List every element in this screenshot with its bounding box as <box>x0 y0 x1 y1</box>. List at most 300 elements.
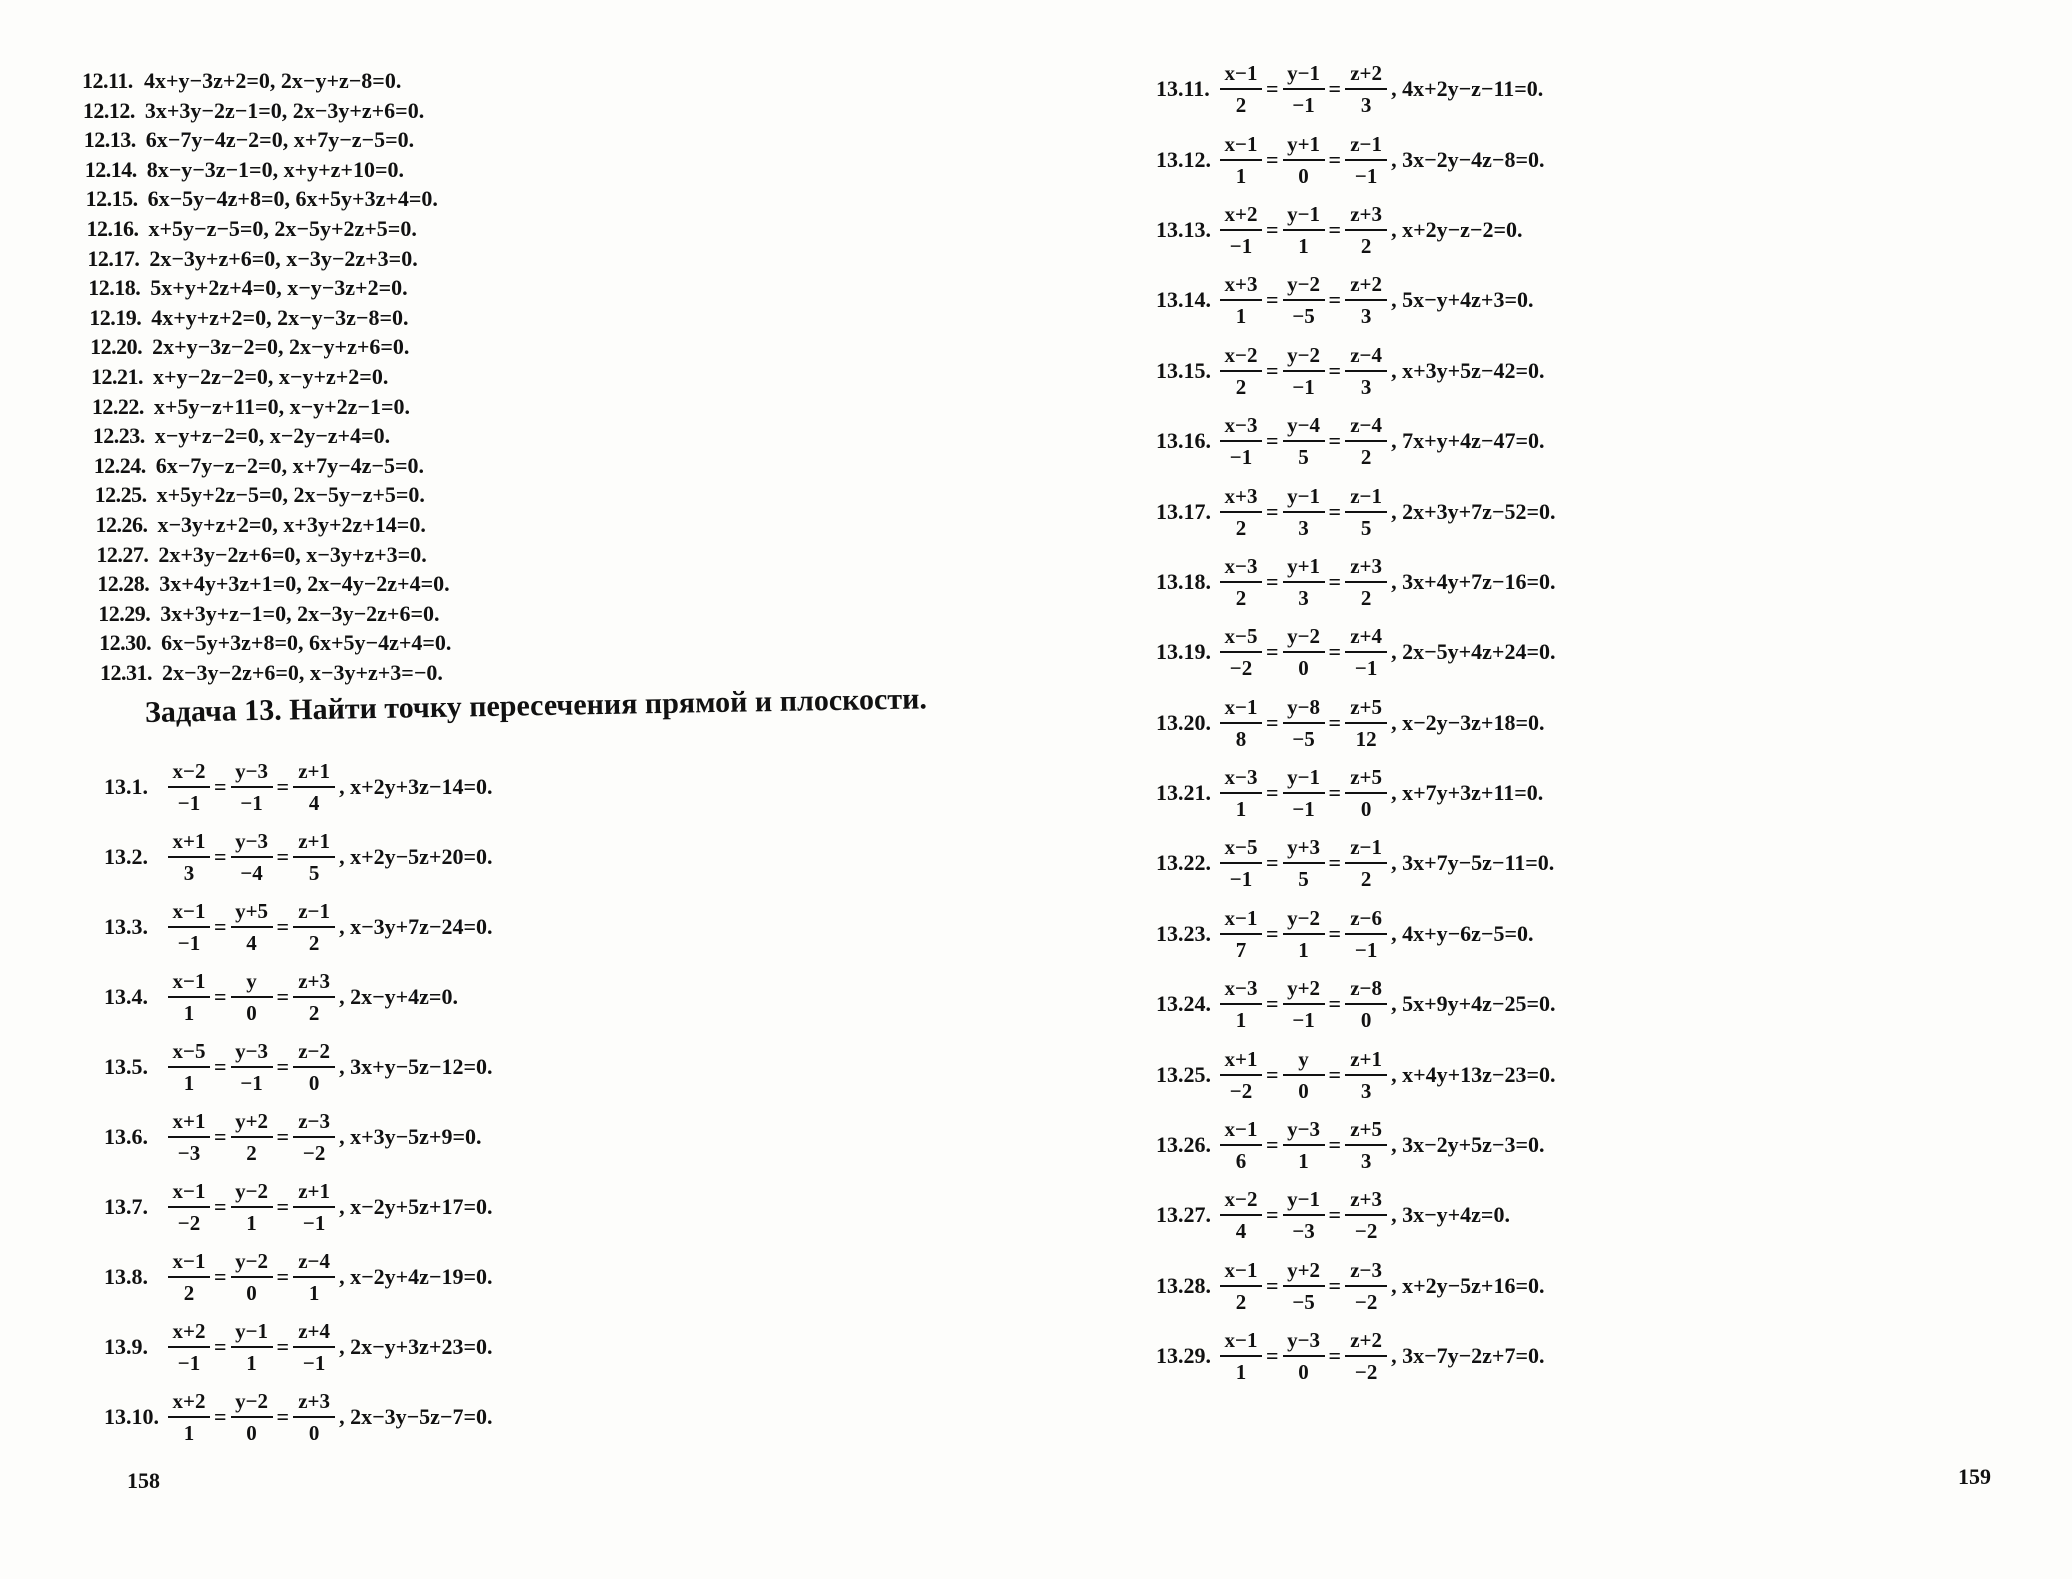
fraction-numerator: y+2 <box>1283 1255 1325 1287</box>
equals-sign: = <box>1328 850 1342 876</box>
fraction-denominator: −1 <box>302 1351 326 1375</box>
fraction-denominator: 12 <box>1355 726 1377 751</box>
fraction-denominator: 0 <box>1360 797 1372 822</box>
problem-row <box>104 892 493 962</box>
equals-sign: = <box>1328 498 1342 524</box>
fraction-denominator: 1 <box>183 1421 195 1445</box>
fraction-numerator: z+5 <box>1345 762 1387 794</box>
item-number: 12.24. <box>93 452 146 478</box>
fraction <box>1283 481 1325 543</box>
plane-equation: , x+2y−z−2=0. <box>1391 216 1523 242</box>
fraction-numerator: z+4 <box>293 1316 335 1348</box>
problem-number: 13.26. <box>1156 1132 1211 1158</box>
fraction-denominator: −1 <box>1354 163 1378 188</box>
problem-number: 13.27. <box>1156 1202 1211 1228</box>
item-equations: 5x+y+2z+4=0, x−y−3z+2=0. <box>150 275 408 301</box>
item-equations: x−3y+z+2=0, x+3y+2z+14=0. <box>157 511 426 537</box>
plane-equation: , 3x+y−5z−12=0. <box>339 1054 493 1079</box>
problem-number: 13.21. <box>1156 780 1211 806</box>
equals-sign: = <box>1266 920 1279 946</box>
fraction-numerator: y−3 <box>231 756 273 788</box>
task12-item <box>82 66 642 96</box>
fraction <box>293 896 335 958</box>
problem-number: 13.15. <box>1156 357 1211 383</box>
fraction-numerator: x−1 <box>1220 1114 1262 1146</box>
equals-sign: = <box>1266 287 1279 313</box>
plane-equation: , 3x−7y−2z+7=0. <box>1391 1343 1545 1369</box>
fraction-numerator: z+1 <box>293 1176 335 1208</box>
fraction <box>1220 692 1262 754</box>
equals-sign: = <box>276 914 290 939</box>
plane-equation: , x+2y−5z+16=0. <box>1391 1272 1545 1298</box>
problem-row <box>1156 336 1556 406</box>
problem-row <box>1156 195 1556 265</box>
equals-sign: = <box>1266 1132 1279 1158</box>
item-equations: 8x−y−3z−1=0, x+y+z+10=0. <box>146 156 405 182</box>
fraction-denominator: 3 <box>1298 585 1309 610</box>
plane-equation: , x−2y+5z+17=0. <box>339 1194 493 1219</box>
equals-sign: = <box>1266 1202 1279 1228</box>
item-number: 12.30. <box>99 630 152 656</box>
fraction-numerator: x−5 <box>168 1036 210 1068</box>
fraction-numerator: x−3 <box>1220 762 1262 794</box>
task12-item <box>83 96 642 126</box>
plane-equation: , 2x−y+3z+23=0. <box>339 1334 493 1359</box>
fraction <box>1283 551 1325 613</box>
fraction-numerator: z+3 <box>293 966 335 998</box>
fraction <box>1345 1044 1387 1106</box>
problem-row <box>104 822 493 892</box>
fraction-denominator: −1 <box>177 931 201 955</box>
fraction-denominator: 1 <box>183 1071 195 1095</box>
fraction-numerator: x+1 <box>168 826 210 858</box>
fraction <box>1220 1255 1262 1317</box>
equals-sign: = <box>1266 76 1279 102</box>
fraction-numerator: x−2 <box>168 756 210 788</box>
task12-item <box>92 392 642 422</box>
fraction <box>1283 762 1325 824</box>
fraction-numerator: y−3 <box>1283 1325 1325 1357</box>
fraction-numerator: z+2 <box>1345 269 1387 301</box>
fraction-denominator: −1 <box>1292 93 1315 118</box>
fraction-numerator: y+1 <box>1283 129 1325 161</box>
task12-item <box>84 125 642 155</box>
fraction-numerator: y−4 <box>1283 410 1325 442</box>
plane-equation: , x+2y−5z+20=0. <box>339 844 493 869</box>
equals-sign: = <box>276 844 290 869</box>
fraction <box>1220 199 1262 261</box>
fraction-denominator: 2 <box>1235 1289 1247 1314</box>
fraction-denominator: 2 <box>246 1141 257 1165</box>
fraction-denominator: 3 <box>1360 93 1372 118</box>
problem-row <box>1156 406 1556 476</box>
task12-item <box>86 184 642 214</box>
fraction-denominator: −3 <box>1292 1219 1315 1244</box>
task12-item <box>98 599 642 629</box>
task13-title: Задача 13. Найти точку пересечения прямой и плоскости. <box>144 682 928 729</box>
plane-equation: , x+4y+13z−23=0. <box>1391 1061 1556 1087</box>
fraction-denominator: 1 <box>1235 1008 1247 1033</box>
problem-number: 13.28. <box>1156 1272 1211 1298</box>
fraction <box>1345 762 1387 824</box>
fraction-denominator: −1 <box>1292 797 1315 822</box>
item-equations: 3x+3y−2z−1=0, 2x−3y+z+6=0. <box>144 97 425 123</box>
fraction-denominator: −1 <box>1229 233 1253 258</box>
task13-left-list <box>104 752 493 1452</box>
fraction-denominator: 3 <box>1298 515 1309 540</box>
fraction-denominator: −5 <box>1292 1289 1315 1314</box>
equals-sign: = <box>276 1404 290 1429</box>
fraction-denominator: 3 <box>183 861 195 885</box>
item-equations: 3x+3y+z−1=0, 2x−3y−2z+6=0. <box>160 600 440 626</box>
fraction-numerator: y−1 <box>1283 762 1325 794</box>
fraction <box>1345 58 1387 120</box>
problem-row <box>1156 1251 1556 1321</box>
plane-equation: , 2x−3y−5z−7=0. <box>339 1404 493 1429</box>
item-equations: 4x+y+z+2=0, 2x−y−3z−8=0. <box>151 304 409 330</box>
problem-number: 13.13. <box>1156 216 1211 242</box>
problem-row <box>104 1382 493 1452</box>
fraction <box>231 1316 273 1378</box>
fraction-denominator: −5 <box>1292 726 1315 751</box>
equals-sign: = <box>1266 1343 1279 1369</box>
equals-sign: = <box>1266 991 1279 1017</box>
item-number: 12.12. <box>82 97 135 123</box>
plane-equation: , x−3y+7z−24=0. <box>339 914 493 939</box>
fraction <box>1345 340 1387 402</box>
fraction-denominator: −1 <box>240 1071 263 1095</box>
fraction <box>1220 551 1262 613</box>
fraction-numerator: z+3 <box>293 1386 335 1418</box>
fraction <box>1283 692 1325 754</box>
item-number: 12.26. <box>95 511 148 537</box>
plane-equation: , 3x+7y−5z−11=0. <box>1391 850 1555 876</box>
fraction-denominator: −5 <box>1292 304 1315 329</box>
fraction-numerator: y+2 <box>1283 973 1325 1005</box>
fraction <box>1220 58 1262 120</box>
fraction-denominator: −2 <box>1354 1360 1378 1385</box>
equals-sign: = <box>1328 357 1342 383</box>
problem-row <box>1156 1039 1556 1109</box>
fraction <box>231 826 273 888</box>
fraction-numerator: x−1 <box>1220 1325 1262 1357</box>
fraction-denominator: −2 <box>302 1141 326 1165</box>
fraction <box>168 896 210 958</box>
fraction-denominator: 5 <box>1298 445 1309 470</box>
fraction-numerator: y−2 <box>231 1386 273 1418</box>
item-number: 12.27. <box>96 541 149 567</box>
fraction-numerator: x−3 <box>1220 551 1262 583</box>
fraction-denominator: −1 <box>302 1211 326 1235</box>
fraction <box>1220 1325 1262 1387</box>
equals-sign: = <box>214 774 227 799</box>
equals-sign: = <box>1266 1272 1279 1298</box>
fraction <box>168 1386 210 1448</box>
task12-item <box>87 214 643 244</box>
problem-row <box>1156 54 1556 124</box>
fraction-denominator: 4 <box>1235 1219 1247 1244</box>
equals-sign: = <box>214 1194 227 1219</box>
fraction <box>1283 269 1325 331</box>
fraction <box>1283 1255 1325 1317</box>
fraction-denominator: −1 <box>1354 656 1378 681</box>
plane-equation: , 3x−y+4z=0. <box>1391 1202 1510 1228</box>
fraction-numerator: z−6 <box>1345 903 1387 935</box>
fraction-numerator: x−1 <box>1220 129 1262 161</box>
fraction <box>293 1176 335 1238</box>
fraction-denominator: 0 <box>1298 163 1309 188</box>
fraction <box>293 826 335 888</box>
fraction-numerator: y+5 <box>231 896 273 928</box>
fraction <box>1345 692 1387 754</box>
fraction-denominator: 0 <box>1298 656 1309 681</box>
fraction-denominator: −1 <box>1229 445 1253 470</box>
fraction <box>1220 1114 1262 1176</box>
problem-row <box>104 752 493 822</box>
fraction <box>1220 621 1262 683</box>
fraction <box>1220 481 1262 543</box>
fraction-denominator: 2 <box>1360 867 1372 892</box>
problem-row <box>1156 969 1556 1039</box>
fraction-denominator: 2 <box>1235 93 1247 118</box>
equals-sign: = <box>214 1054 227 1079</box>
fraction-numerator: x+2 <box>168 1316 210 1348</box>
fraction <box>1345 199 1387 261</box>
fraction <box>168 1036 210 1098</box>
problem-row <box>104 1102 493 1172</box>
fraction <box>1283 410 1325 472</box>
item-number: 12.21. <box>91 363 143 389</box>
fraction-denominator: −1 <box>1292 374 1315 399</box>
fraction <box>168 756 210 818</box>
plane-equation: , 3x−2y+5z−3=0. <box>1391 1132 1545 1158</box>
fraction <box>293 1316 335 1378</box>
problem-number: 13.29. <box>1156 1343 1211 1369</box>
fraction <box>293 756 335 818</box>
fraction-denominator: −1 <box>1354 937 1378 962</box>
fraction <box>1220 269 1262 331</box>
fraction-numerator: z+1 <box>293 756 335 788</box>
task12-item <box>95 480 642 510</box>
fraction-numerator: z+3 <box>1345 1184 1387 1216</box>
fraction <box>1220 129 1262 191</box>
item-number: 12.20. <box>90 334 143 360</box>
fraction <box>231 1106 273 1168</box>
fraction <box>168 826 210 888</box>
problem-number: 13.2. <box>104 844 148 869</box>
fraction-numerator: x−5 <box>1220 621 1262 653</box>
item-number: 12.15. <box>85 186 138 212</box>
task12-item <box>87 244 642 274</box>
item-equations: x+5y−z−5=0, 2x−5y+2z+5=0. <box>148 215 417 241</box>
item-equations: 6x−7y−z−2=0, x+7y−4z−5=0. <box>155 452 425 478</box>
fraction-numerator: y−3 <box>231 1036 273 1068</box>
fraction-numerator: y−2 <box>1283 621 1325 653</box>
equals-sign: = <box>1266 780 1279 806</box>
task12-list <box>82 66 642 687</box>
fraction-numerator: z+2 <box>1345 1325 1387 1357</box>
fraction-denominator: 0 <box>246 1001 257 1025</box>
task13-right-list <box>1156 54 1556 1391</box>
fraction-numerator: x+1 <box>168 1106 210 1138</box>
fraction-numerator: y−3 <box>1283 1114 1325 1146</box>
fraction-denominator: 3 <box>1360 304 1372 329</box>
plane-equation: , 3x+4y+7z−16=0. <box>1391 568 1556 594</box>
fraction-denominator: 3 <box>1360 1149 1372 1174</box>
fraction-denominator: 2 <box>1235 515 1247 540</box>
equals-sign: = <box>276 1054 290 1079</box>
fraction-denominator: 1 <box>1298 937 1309 962</box>
problem-row <box>1156 1180 1556 1250</box>
fraction-denominator: 0 <box>246 1281 257 1305</box>
fraction-denominator: 1 <box>1235 163 1247 188</box>
fraction-numerator: y−3 <box>231 826 273 858</box>
problem-number: 13.14. <box>1156 287 1211 313</box>
fraction-denominator: 1 <box>246 1351 257 1375</box>
item-number: 12.22. <box>91 393 144 419</box>
fraction <box>1283 58 1325 120</box>
fraction-numerator: x−3 <box>1220 410 1262 442</box>
item-equations: x+5y−z+11=0, x−y+2z−1=0. <box>153 393 410 419</box>
problem-number: 13.10. <box>104 1404 159 1429</box>
fraction <box>1345 551 1387 613</box>
task12-item <box>94 451 642 481</box>
equals-sign: = <box>1328 1202 1342 1228</box>
fraction-numerator: y−1 <box>1283 481 1325 513</box>
fraction-denominator: −1 <box>177 1351 201 1375</box>
fraction <box>1220 832 1262 894</box>
fraction-denominator: 0 <box>1360 1008 1372 1033</box>
fraction-denominator: 4 <box>308 791 320 815</box>
fraction <box>1220 410 1262 472</box>
fraction-denominator: 1 <box>1298 1149 1309 1174</box>
fraction <box>168 1176 210 1238</box>
task12-item <box>97 569 642 599</box>
fraction-denominator: −4 <box>240 861 263 885</box>
fraction <box>293 1246 335 1308</box>
fraction <box>1345 410 1387 472</box>
equals-sign: = <box>1266 639 1279 665</box>
fraction-denominator: 6 <box>1235 1149 1247 1174</box>
fraction <box>1283 903 1325 965</box>
equals-sign: = <box>1266 1061 1279 1087</box>
fraction-denominator: −2 <box>1229 1078 1253 1103</box>
fraction-numerator: y <box>231 966 273 998</box>
item-number: 12.11. <box>82 68 133 93</box>
task12-item <box>93 421 642 451</box>
fraction <box>168 966 210 1028</box>
fraction <box>1345 1184 1387 1246</box>
fraction <box>1345 903 1387 965</box>
plane-equation: , 7x+y+4z−47=0. <box>1391 428 1545 454</box>
fraction-numerator: x−2 <box>1220 1184 1262 1216</box>
page-number-left: 158 <box>127 1468 160 1493</box>
fraction-numerator: z−3 <box>293 1106 335 1138</box>
fraction <box>231 966 273 1028</box>
item-number: 12.29. <box>98 600 151 626</box>
fraction <box>1283 340 1325 402</box>
fraction <box>1345 1114 1387 1176</box>
fraction <box>1220 1184 1262 1246</box>
plane-equation: , x+3y−5z+9=0. <box>339 1124 482 1149</box>
equals-sign: = <box>1328 780 1342 806</box>
problem-row <box>1156 265 1556 335</box>
fraction-denominator: 5 <box>1298 867 1309 892</box>
equals-sign: = <box>1328 1132 1342 1158</box>
equals-sign: = <box>276 984 290 1009</box>
problem-number: 13.3. <box>104 914 148 939</box>
fraction-numerator: z−4 <box>1345 410 1387 442</box>
fraction <box>231 1176 273 1238</box>
problem-number: 13.19. <box>1156 639 1211 665</box>
equals-sign: = <box>214 1404 227 1429</box>
fraction <box>1220 973 1262 1035</box>
fraction <box>1220 1044 1262 1106</box>
fraction-denominator: 1 <box>1235 1360 1247 1385</box>
plane-equation: , 2x−y+4z=0. <box>339 984 458 1009</box>
problem-number: 13.24. <box>1156 991 1211 1017</box>
task12-item <box>96 510 643 540</box>
problem-row <box>1156 617 1556 687</box>
fraction-denominator: −3 <box>177 1141 201 1165</box>
page-number-right: 159 <box>1958 1464 1991 1489</box>
fraction-numerator: x+3 <box>1220 269 1262 301</box>
equals-sign: = <box>1266 709 1279 735</box>
fraction-denominator: −1 <box>177 791 201 815</box>
problem-row <box>104 1032 493 1102</box>
fraction <box>1283 621 1325 683</box>
fraction-numerator: y <box>1283 1044 1325 1076</box>
fraction-numerator: z−1 <box>1345 129 1387 161</box>
plane-equation: , 4x+y−6z−5=0. <box>1391 920 1534 946</box>
fraction-numerator: z−4 <box>1345 340 1387 372</box>
equals-sign: = <box>276 1124 290 1149</box>
fraction <box>231 896 273 958</box>
fraction-denominator: 0 <box>308 1071 320 1095</box>
equals-sign: = <box>1328 428 1342 454</box>
fraction-numerator: y−1 <box>1283 58 1325 90</box>
equals-sign: = <box>1328 146 1342 172</box>
fraction-denominator: 2 <box>1360 233 1372 258</box>
task12-item <box>88 273 642 303</box>
fraction <box>1283 199 1325 261</box>
fraction <box>231 756 273 818</box>
task12-item <box>85 155 642 185</box>
item-equations: 6x−7y−4z−2=0, x+7y−z−5=0. <box>145 127 415 153</box>
equals-sign: = <box>1266 146 1279 172</box>
problem-number: 13.25. <box>1156 1061 1211 1087</box>
fraction <box>1345 129 1387 191</box>
fraction-numerator: z+5 <box>1345 1114 1387 1146</box>
plane-equation: , 5x−y+4z+3=0. <box>1391 287 1534 313</box>
fraction-numerator: x−1 <box>1220 903 1262 935</box>
problem-number: 13.8. <box>104 1264 148 1289</box>
equals-sign: = <box>1328 1343 1342 1369</box>
plane-equation: , 4x+2y−z−11=0. <box>1391 76 1544 102</box>
problem-row <box>1156 476 1556 546</box>
fraction-numerator: y−8 <box>1283 692 1325 724</box>
equals-sign: = <box>1266 428 1279 454</box>
equals-sign: = <box>1328 1272 1342 1298</box>
problem-number: 13.18. <box>1156 568 1211 594</box>
item-equations: 2x−3y−2z+6=0, x−3y+z+3=−0. <box>162 659 443 685</box>
fraction-numerator: y−2 <box>1283 903 1325 935</box>
equals-sign: = <box>1328 1061 1342 1087</box>
fraction <box>1283 1044 1325 1106</box>
item-number: 12.18. <box>88 275 141 301</box>
fraction <box>293 1036 335 1098</box>
problem-number: 13.4. <box>104 984 148 1009</box>
